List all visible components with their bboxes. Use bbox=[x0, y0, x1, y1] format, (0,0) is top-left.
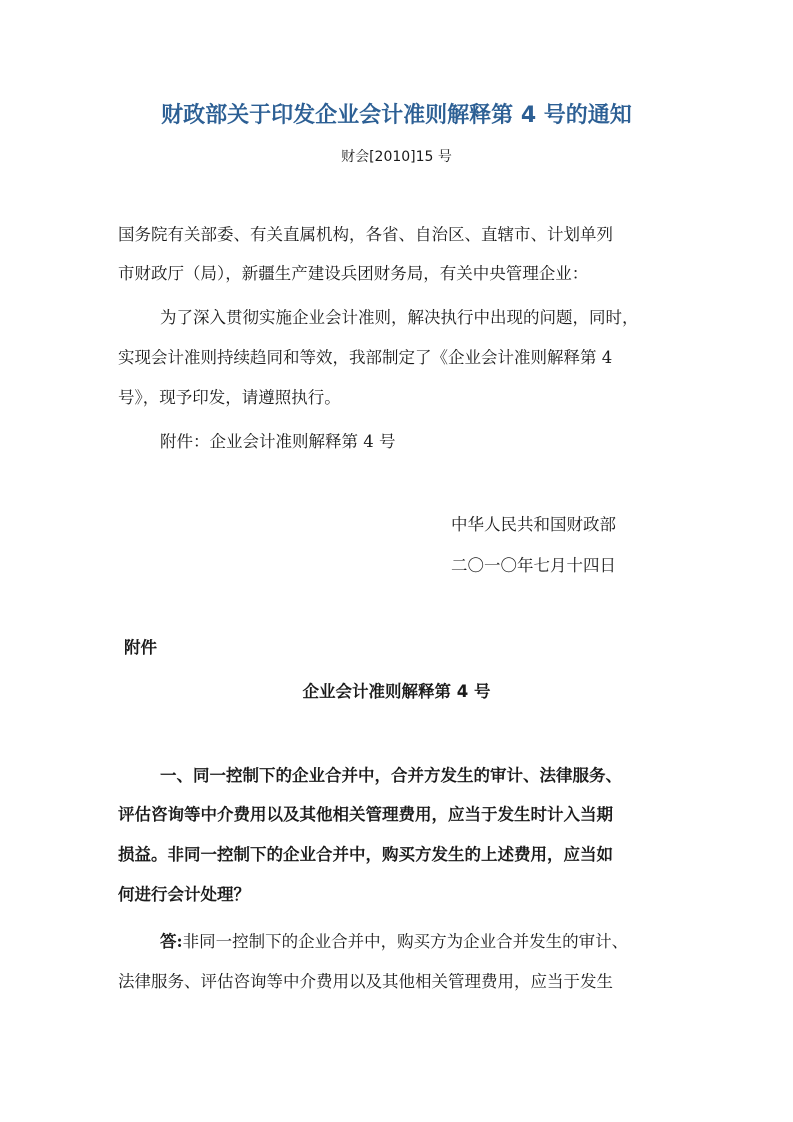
question-line-4: 何进行会计处理？ bbox=[118, 885, 250, 904]
body-line-1: 为了深入贯彻实施企业会计准则，解决执行中出现的问题，同时， bbox=[160, 308, 639, 327]
answer-line-2: 法律服务、评估咨询等中介费用以及其他相关管理费用，应当于发生 bbox=[118, 972, 613, 991]
answer-line-1 bbox=[160, 930, 628, 954]
signature-date: 二〇一〇年七月十四日 bbox=[451, 556, 616, 575]
signature-org: 中华人民共和国财政部 bbox=[451, 515, 616, 534]
attachment-title: 企业会计准则解释第 4 号 bbox=[302, 682, 491, 701]
body-line-3: 号》，现予印发，请遵照执行。 bbox=[118, 388, 341, 407]
attachment-note: 附件：企业会计准则解释第 4 号 bbox=[160, 432, 396, 451]
body-line-2: 实现会计准则持续趋同和等效，我部制定了《企业会计准则解释第 4 bbox=[118, 348, 613, 367]
document-number: 财会[2010]15 号 bbox=[341, 149, 452, 165]
attachment-label: 附件 bbox=[124, 638, 157, 657]
addressee-line-1: 国务院有关部委、有关直属机构，各省、自治区、直辖市、计划单列 bbox=[118, 225, 613, 244]
document-title: 财政部关于印发企业会计准则解释第 4 号的通知 bbox=[161, 103, 632, 128]
addressee-line-2: 市财政厅（局），新疆生产建设兵团财务局，有关中央管理企业： bbox=[118, 264, 589, 283]
question-line-2: 评估咨询等中介费用以及其他相关管理费用，应当于发生时计入当期 bbox=[118, 805, 613, 824]
answer-text-1: 非同一控制下的企业合并中，购买方为企业合并发生的审计、 bbox=[182, 932, 629, 951]
question-line-1: 一、同一控制下的企业合并中，合并方发生的审计、法律服务、 bbox=[160, 766, 622, 785]
answer-label: 答: bbox=[160, 932, 183, 951]
question-line-3: 损益。非同一控制下的企业合并中，购买方发生的上述费用，应当如 bbox=[118, 845, 613, 864]
